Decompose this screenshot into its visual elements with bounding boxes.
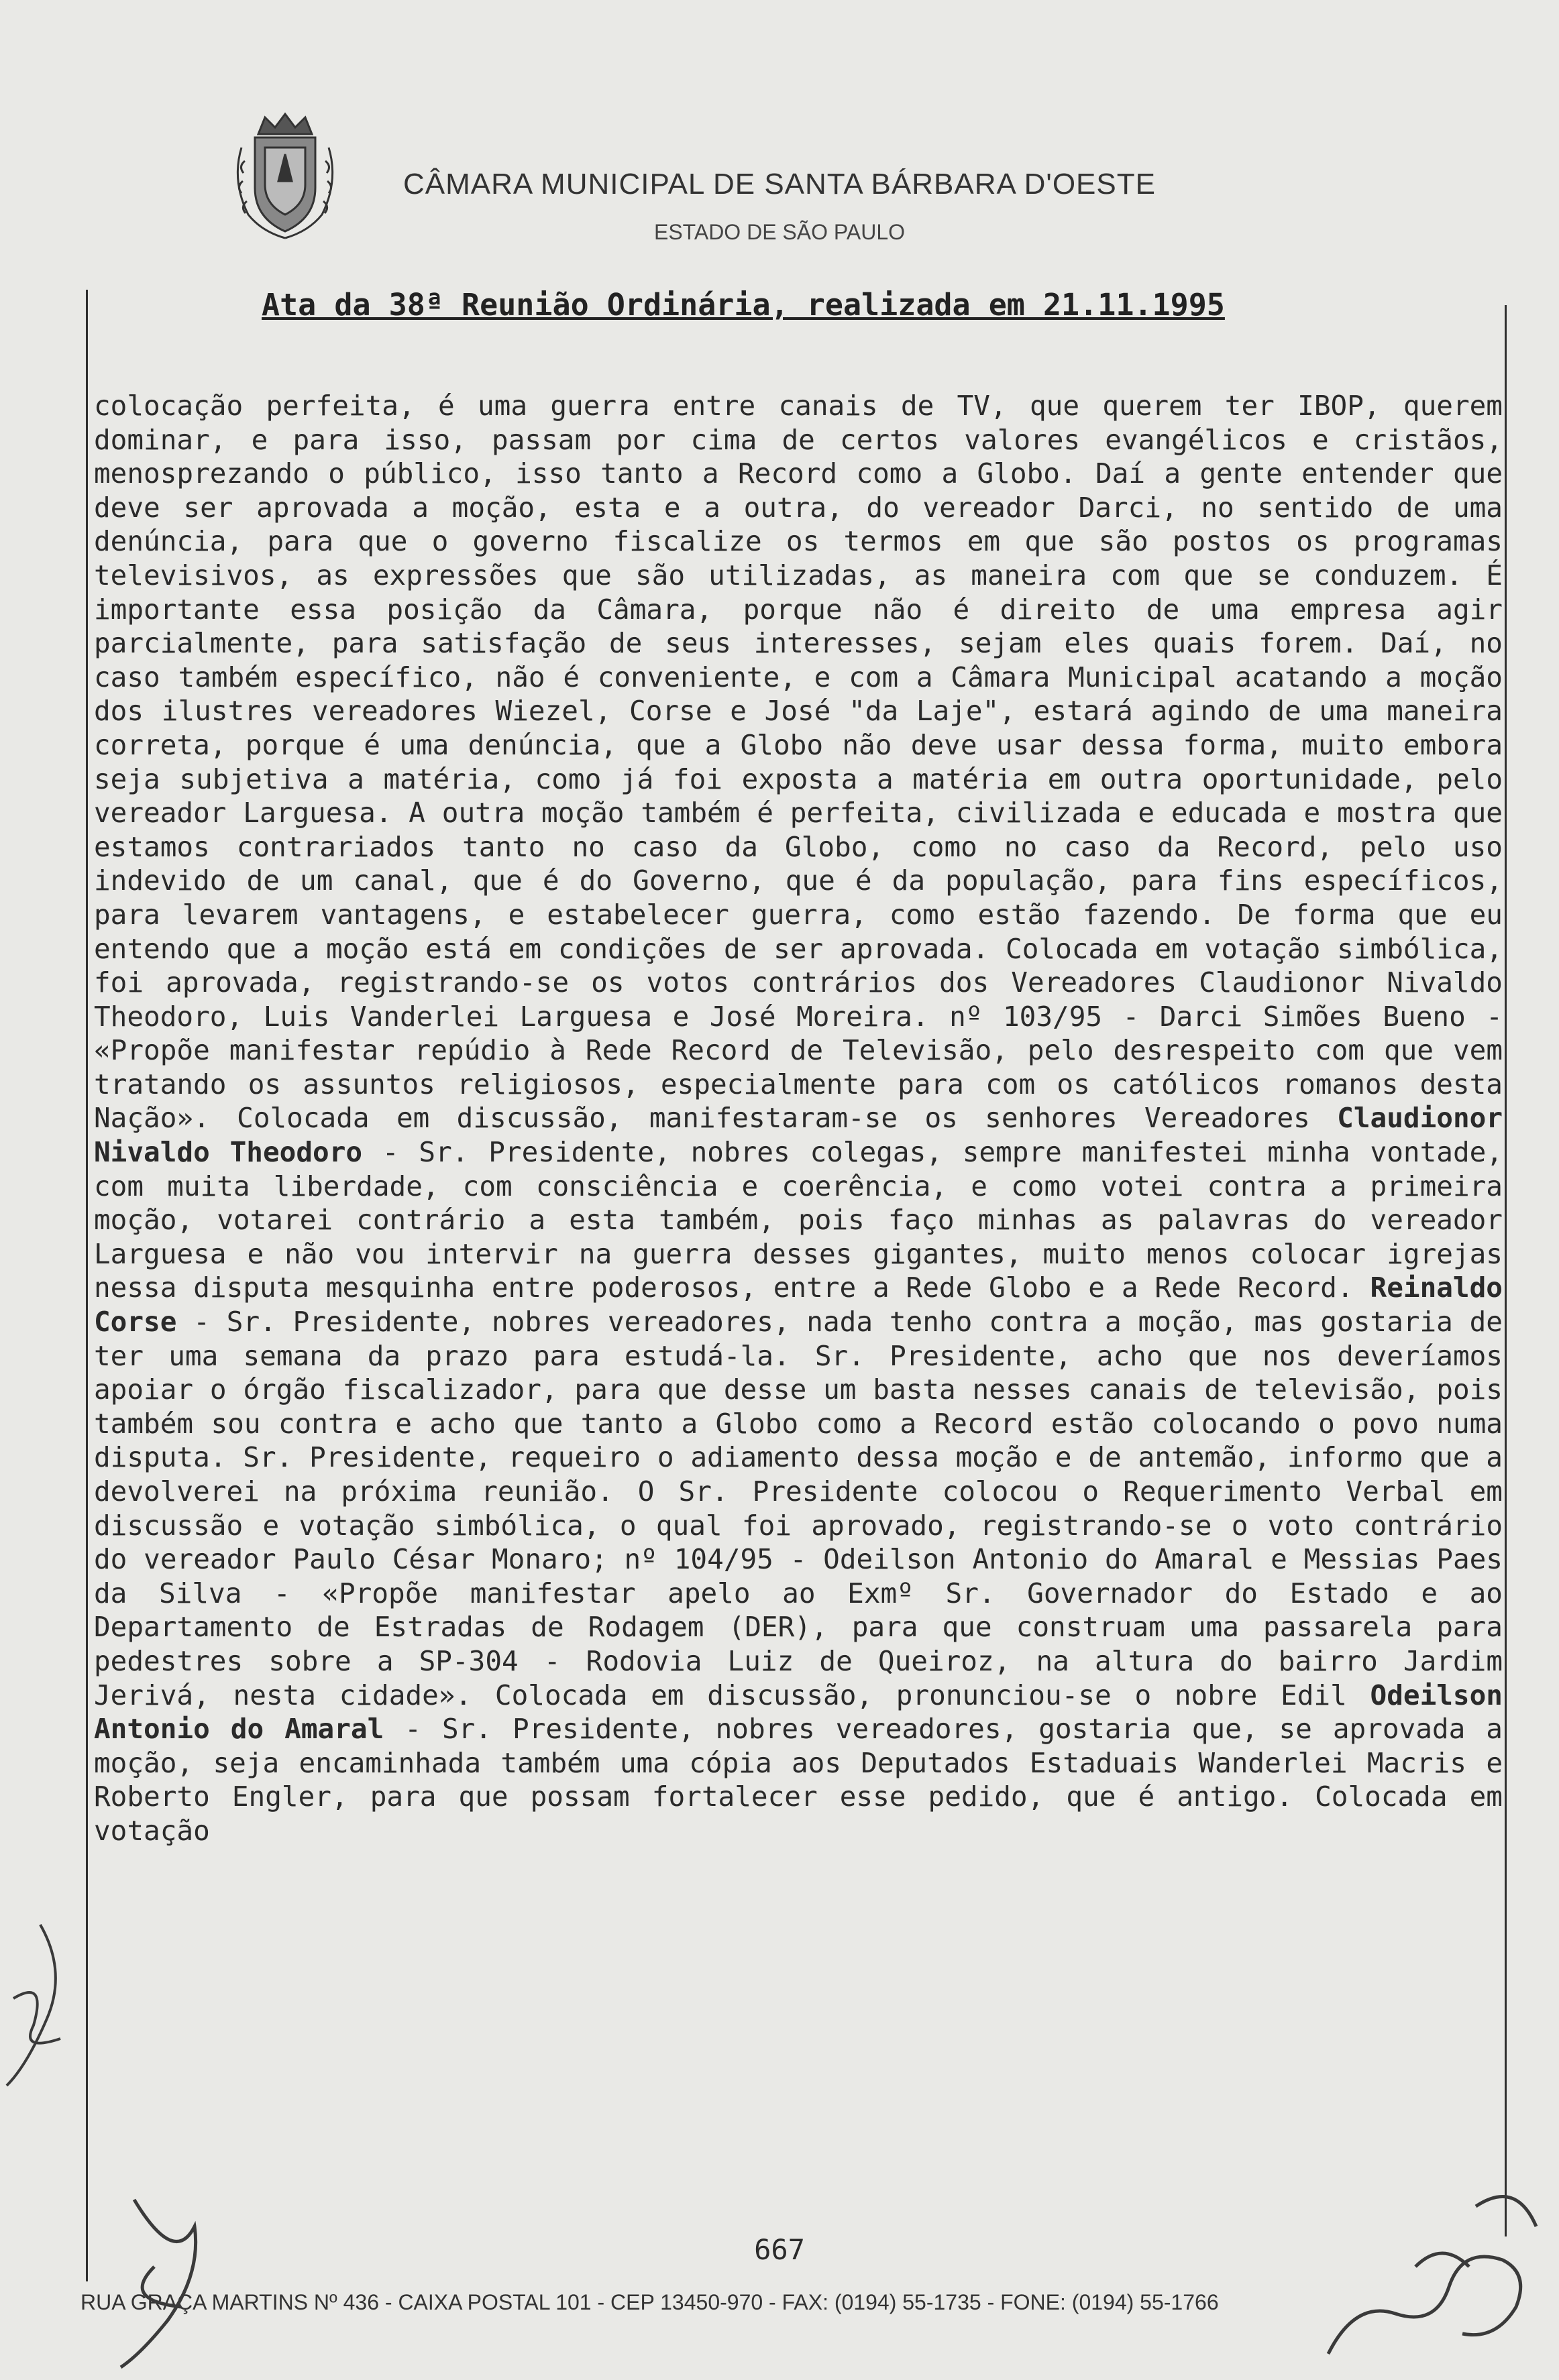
handwritten-signature-icon: [0, 1918, 74, 2092]
state-name: ESTADO DE SÃO PAULO: [653, 220, 905, 244]
right-margin-rule: [1505, 305, 1507, 2236]
speaker-name: Odeilson Antonio do Amaral: [94, 1679, 1503, 1746]
minutes-paragraph: - Sr. Presidente, nobres vereadores, gostaria que, se aprovada a moção, seja encaminhada também uma cópia aos Deputados Estaduais Wanderlei Macris e Roberto Engler, para que possam fortalecer esse pedido, que é antigo. Colocada em votação: [94, 1713, 1503, 1847]
minutes-paragraph: - Sr. Presidente, nobres colegas, sempre manifestei minha vontade, com muita liberdade, com consciência e coerência, e como votei contra a primeira moção, votarei contrário a esta também, pois faço minhas as palavras do vereador Larguesa e não vou intervir na guerra desses gigantes, muito menos colocar igrejas nessa disputa mesquinha entre poderosos, entre a Rede Globo e a Rede Record.: [94, 1136, 1503, 1304]
institution-name: CÂMARA MUNICIPAL DE SANTA BÁRBARA D'OESTE: [403, 168, 1156, 201]
footer-address: RUA GRAÇA MARTINS Nº 436 - CAIXA POSTAL 101 - CEP 13450-970 - FAX: (0194) 55-1735 - FONE: (0194) 55-1766: [80, 2290, 1219, 2314]
minutes-paragraph: - Sr. Presidente, nobres vereadores, nada tenho contra a moção, mas gostaria de ter uma semana da prazo para estudá-la. Sr. Presidente, acho que nos deveríamos apoiar o órgão fiscalizador, para que desse um basta nesses canais de televisão, pois também sou contra e acho que tanto a Globo como a Record estão colocando o povo numa disputa. Sr. Presidente, requeiro o adiamento dessa moção e de antemão, informo que a devolverei na próxima reunião. O Sr. Presidente colocou o Requerimento Verbal em discussão e votação simbólica, o qual foi aprovado, registrando-se o voto contrário do vereador Paulo César Monaro; nº 104/95 - Odeilson Antonio do Amaral e Messias Paes da Silva - «Propõe manifestar apelo ao Exmº Sr. Governador do Estado e ao Departamento de Estradas de Rodagem (DER), para que construam uma passarela para pedestres sobre a SP-304 - Rodovia Luiz de Queiroz, na altura do bairro Jardim Jerivá, nesta cidade». Colocada em discussão, pronunciou-se o nobre Edil: [94, 1306, 1503, 1711]
minutes-body: [94, 389, 1503, 2173]
speaker-name: Claudionor Nivaldo Theodoro: [94, 1102, 1503, 1169]
left-margin-rule: [86, 290, 88, 2281]
page-number: 667: [754, 2233, 805, 2266]
document-title: Ata da 38ª Reunião Ordinária, realizada em 21.11.1995: [262, 287, 1225, 323]
minutes-paragraph: colocação perfeita, é uma guerra entre canais de TV, que querem ter IBOP, querem dominar, e para isso, passam por cima de certos valores evangélicos e cristãos, menosprezando o público, isso tanto a Record como a Globo. Daí a gente entender que deve ser aprovada a moção, esta e a outra, do vereador Darci, no sentido de uma denúncia, para que o governo fiscalize os termos em que são postos os programas televisivos, as expressões que são utilizadas, as maneira com que se conduzem. É importante essa posição da Câmara, porque não é direito de uma empresa agir parcialmente, para satisfação de seus interesses, sejam eles quais forem. Daí, no caso também específico, não é conveniente, e com a Câmara Municipal acatando a moção dos ilustres vereadores Wiezel, Corse e José "da Laje", estará agindo de uma maneira correta, porque é uma denúncia, que a Globo não deve usar dessa forma, muito embora seja subjetiva a matéria, como já foi exposta a matéria em outra oportunidade, pelo vereador Larguesa. A outra moção também é perfeita, civilizada e educada e mostra que estamos contrariados tanto no caso da Globo, como no caso da Record, pelo uso indevido de um canal, que é do Governo, que é da população, para fins específicos, para levarem vantagens, e estabelecer guerra, como estão fazendo. De forma que eu entendo que a moção está em condições de ser aprovada. Colocada em votação simbólica, foi aprovada, registrando-se os votos contrários dos Vereadores Claudionor Nivaldo Theodoro, Luis Vanderlei Larguesa e José Moreira. nº 103/95 - Darci Simões Bueno - «Propõe manifestar repúdio à Rede Record de Televisão, pelo desrespeito com que vem tratando os assuntos religiosos, especialmente para com os católicos romanos desta Nação». Colocada em discussão, manifestaram-se os senhores Vereadores: [94, 390, 1503, 1135]
speaker-name: Reinaldo Corse: [94, 1271, 1503, 1339]
handwritten-signature-icon: [94, 2186, 228, 2374]
handwritten-signature-icon: [1315, 2166, 1550, 2374]
